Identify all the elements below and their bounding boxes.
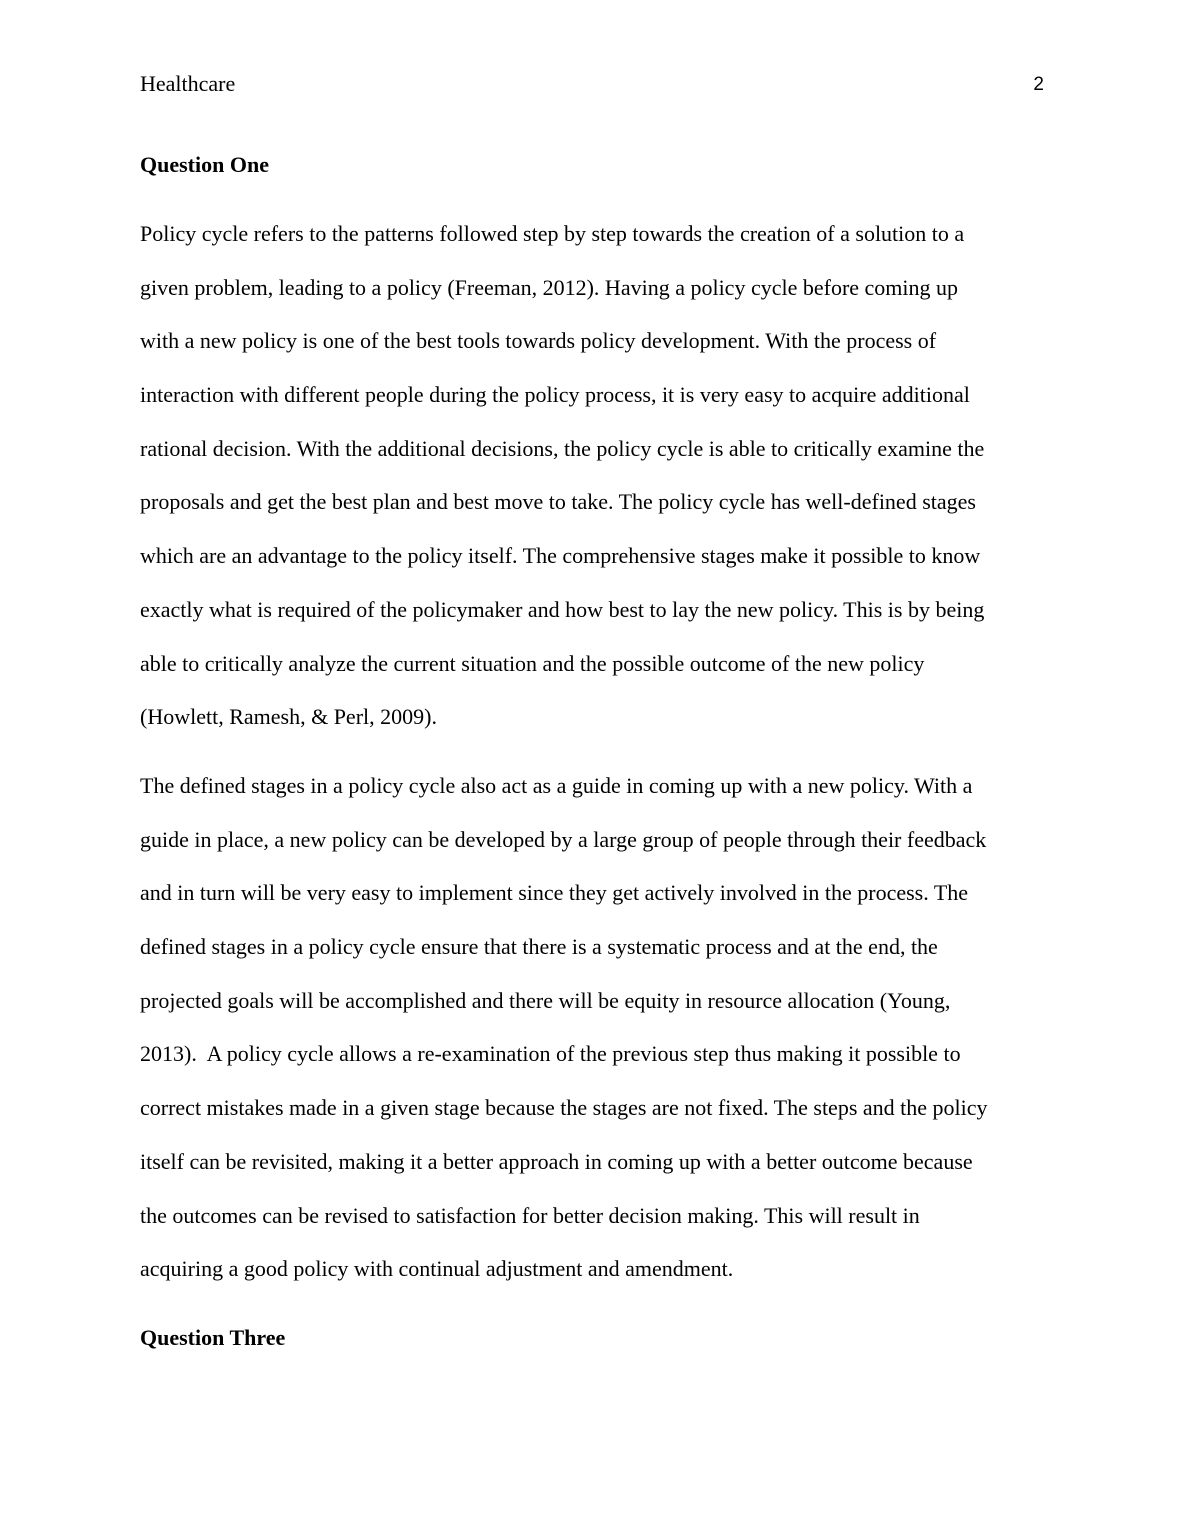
- text-line: defined stages in a policy cycle ensure that there is a systematic process and at the end, the: [140, 934, 938, 960]
- page-number: 2: [1033, 74, 1044, 95]
- text-line: given problem, leading to a policy (Freeman, 2012). Having a policy cycle before coming up: [140, 274, 959, 300]
- text-line: rational decision. With the additional decisions, the policy cycle is able to critically examine the: [140, 435, 985, 461]
- text-line: able to critically analyze the current situation and the possible outcome of the new policy: [140, 650, 925, 676]
- text-line: which are an advantage to the policy itself. The comprehensive stages make it possible to know: [140, 543, 981, 569]
- text-line: proposals and get the best plan and best move to take. The policy cycle has well-defined stages: [140, 489, 976, 515]
- text-line: guide in place, a new policy can be developed by a large group of people through their feedback: [140, 826, 987, 852]
- text-line: interaction with different people during the policy process, it is very easy to acquire additional: [140, 382, 970, 408]
- text-line: itself can be revisited, making it a better approach in coming up with a better outcome because: [140, 1148, 973, 1174]
- paragraph-2: [140, 759, 1060, 1296]
- text-line: The defined stages in a policy cycle also act as a guide in coming up with a new policy. With a: [140, 773, 973, 798]
- paragraph-1: [140, 207, 1060, 744]
- text-line: with a new policy is one of the best tools towards policy development. With the process of: [140, 328, 937, 354]
- text-line: exactly what is required of the policymaker and how best to lay the new policy. This is by being: [140, 596, 985, 622]
- text-line: correct mistakes made in a given stage because the stages are not fixed. The steps and the policy: [140, 1095, 988, 1121]
- section-heading-question-one: Question One: [140, 152, 269, 177]
- running-header: Healthcare: [140, 71, 236, 96]
- text-line: acquiring a good policy with continual adjustment and amendment.: [140, 1256, 734, 1282]
- text-line: and in turn will be very easy to implement since they get actively involved in the process. The: [140, 880, 969, 906]
- text-line: 2013). A policy cycle allows a re-examination of the previous step thus making it possible to: [140, 1041, 961, 1067]
- text-line: projected goals will be accomplished and there will be equity in resource allocation (Young,: [140, 987, 951, 1013]
- text-line: the outcomes can be revised to satisfaction for better decision making. This will result in: [140, 1202, 920, 1228]
- text-line: Policy cycle refers to the patterns followed step by step towards the creation of a solution to a: [140, 221, 965, 246]
- text-line: (Howlett, Ramesh, & Perl, 2009).: [140, 704, 437, 730]
- section-heading-question-three: Question Three: [140, 1325, 286, 1350]
